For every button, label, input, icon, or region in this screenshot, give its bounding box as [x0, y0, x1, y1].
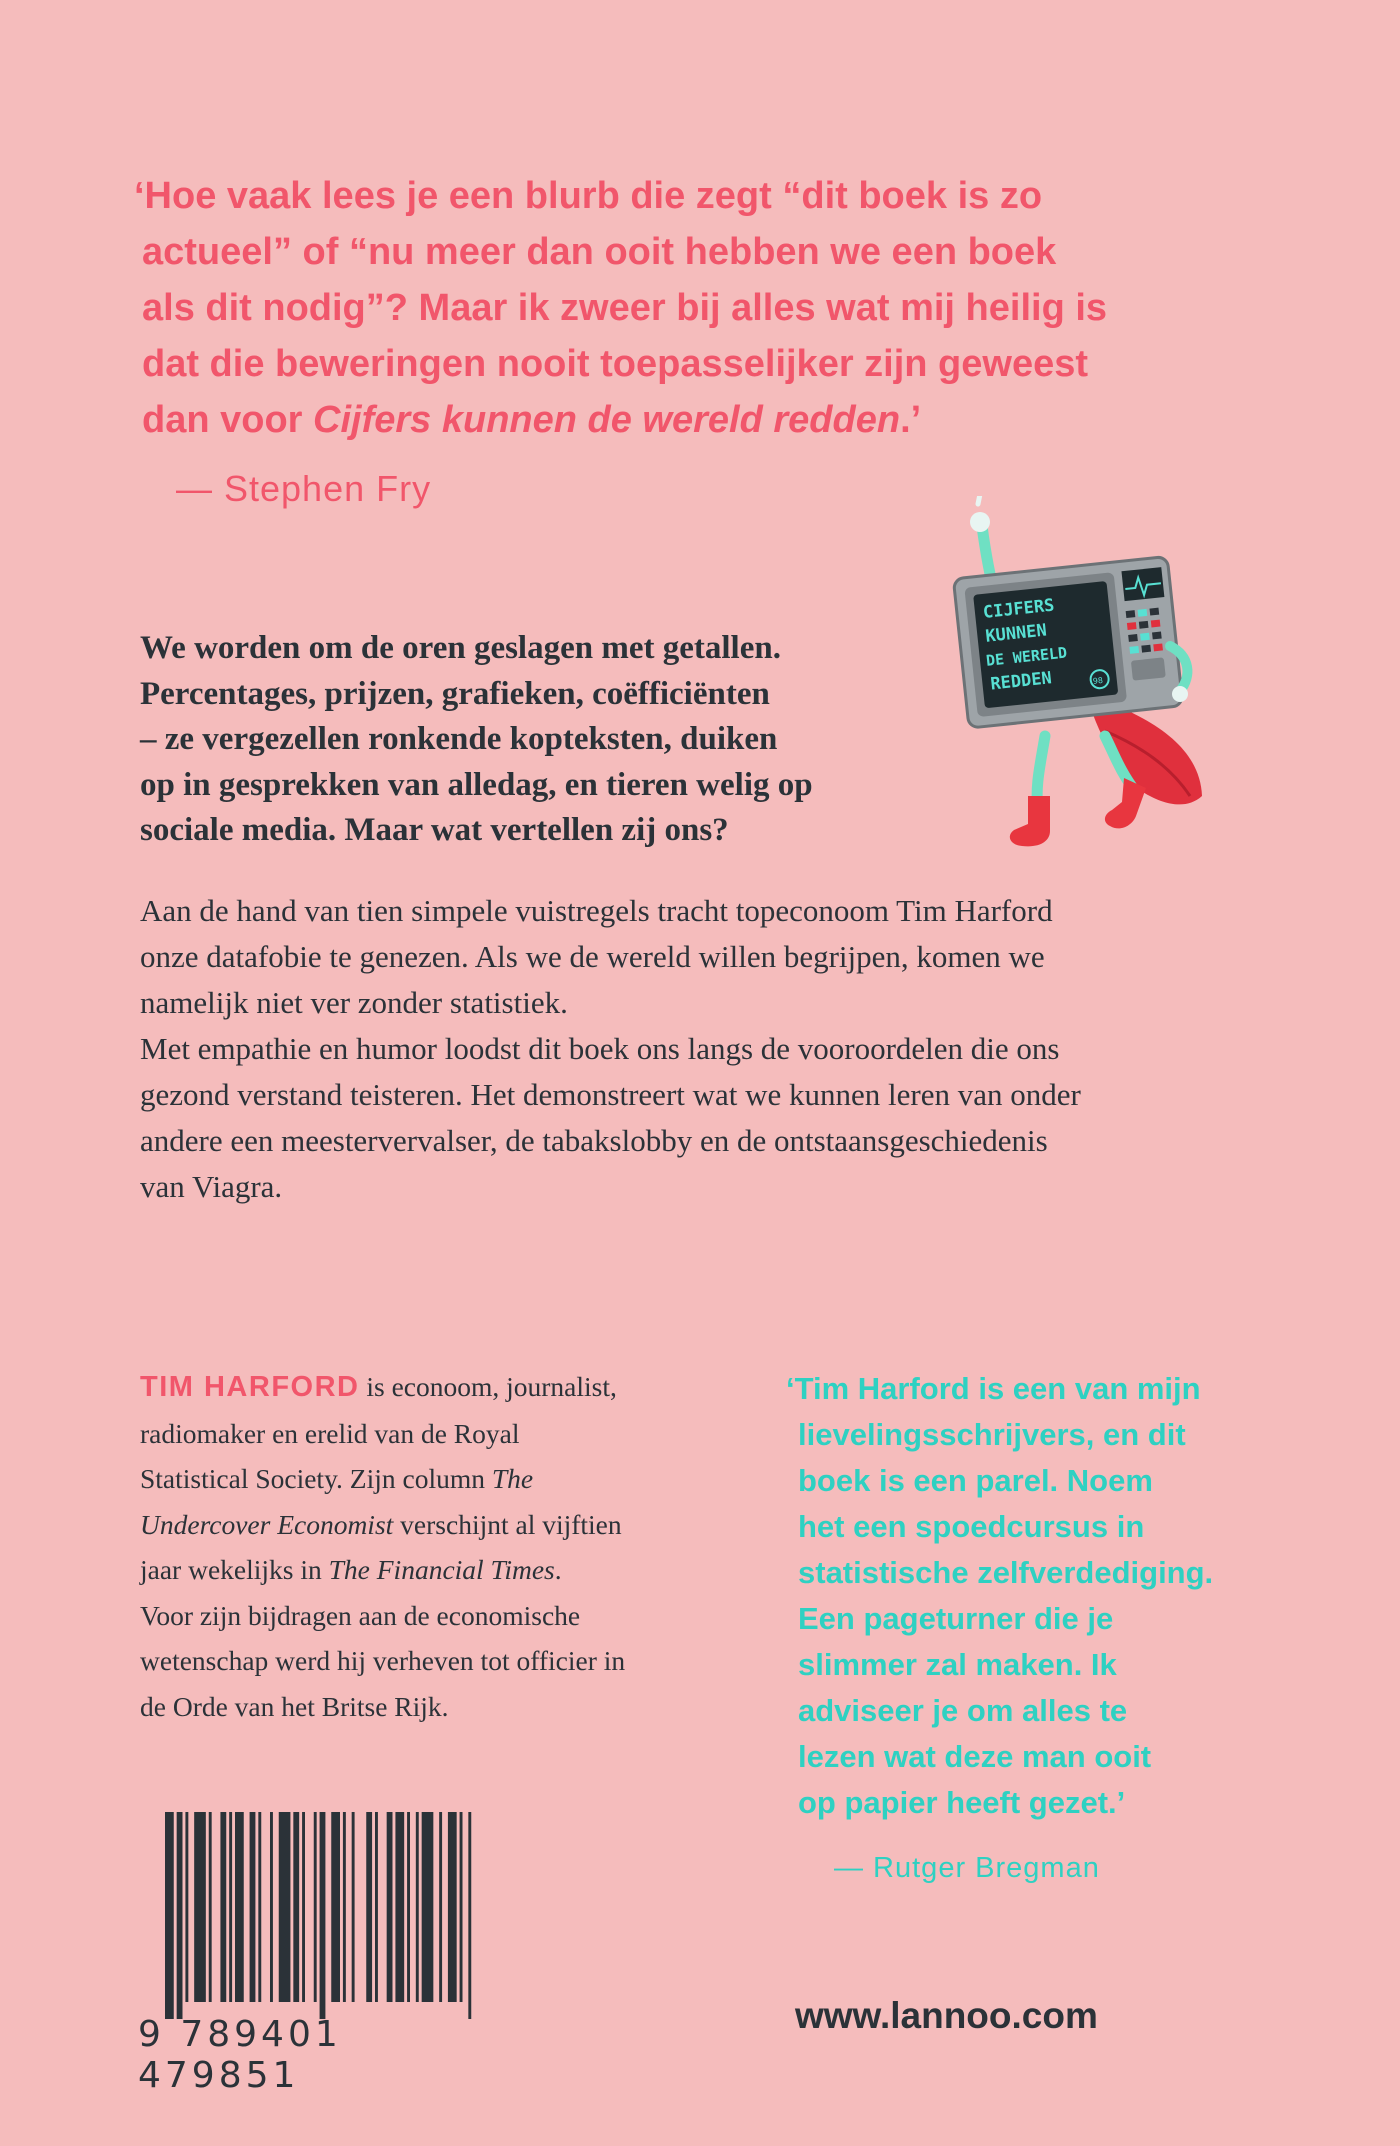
bio-line — [140, 1364, 760, 1411]
quote-line: lezen wat deze man ooit — [798, 1739, 1152, 1774]
description-paragraph — [140, 888, 1240, 1210]
quote-line — [134, 392, 1294, 448]
column-title: The — [491, 1463, 534, 1494]
screen-text: DE WERELD — [985, 643, 1068, 670]
quote-line: Een pageturner die je — [798, 1601, 1114, 1636]
barcode-bar — [229, 1812, 232, 2002]
bio-line: radiomaker en erelid van de Royal — [140, 1417, 520, 1449]
screen-text: KUNNEN — [984, 620, 1048, 647]
column-title: Undercover Economist — [140, 1508, 394, 1540]
quote-text: .’ — [900, 399, 922, 441]
barcode-bar — [314, 1812, 317, 2002]
bio-text: verschijnt al vijftien — [393, 1508, 622, 1540]
quote-line: actueel” of “nu meer dan ooit hebben we een boek — [142, 231, 1057, 273]
bio-line: de Orde van het Britse Rijk. — [140, 1690, 449, 1722]
barcode-bar — [395, 1812, 404, 2002]
newspaper-title: The Financial Times — [328, 1554, 555, 1585]
body-line: gezond verstand teisteren. Het demonstreert wat we kunnen leren van onder — [140, 1077, 1081, 1112]
quote-line: slimmer zal maken. Ik — [798, 1647, 1117, 1682]
body-line: andere een meestervervalser, de tabakslobby en de ontstaansgeschiedenis — [140, 1123, 1048, 1158]
bio-text: Statistical Society. Zijn column — [140, 1463, 492, 1494]
barcode-bar — [407, 1812, 410, 2002]
intro-line: – ze vergezellen ronkende kopteksten, duiken — [140, 721, 778, 757]
bio-line — [140, 1547, 760, 1593]
quote-line: ‘Tim Harford is een van mijn — [786, 1371, 1201, 1406]
barcode-bar — [279, 1812, 291, 2002]
barcode-bar — [366, 1812, 372, 2002]
quote-rutger-bregman — [786, 1366, 1346, 1826]
bio-text: . — [554, 1554, 562, 1585]
author-bio — [140, 1364, 760, 1729]
barcode-bar — [235, 1812, 244, 2002]
body-line: Met empathie en humor loodst dit boek ons langs de vooroordelen die ons — [140, 1031, 1060, 1066]
quote-attribution-stephen-fry: — Stephen Fry — [176, 468, 432, 509]
quote-attribution-rutger-bregman: — Rutger Bregman — [834, 1852, 1100, 1884]
body-line: onze datafobie te genezen. Als we de wereld willen begrijpen, komen we — [140, 939, 1045, 974]
screen-badge: 98 — [1092, 675, 1104, 686]
quote-line: als dit nodig”? Maar ik zweer bij alles wat mij heilig is — [142, 287, 1108, 329]
barcode-bar — [250, 1812, 256, 2002]
quote-line: op papier heeft gezet.’ — [798, 1785, 1126, 1820]
quote-line: lievelingsschrijvers, en dit — [798, 1417, 1186, 1452]
quote-stephen-fry — [134, 168, 1294, 448]
quote-line: boek is een parel. Noem — [798, 1463, 1153, 1498]
barcode — [165, 1812, 480, 2019]
barcode-bar — [165, 1812, 174, 2019]
book-title: Cijfers kunnen de wereld redden — [313, 399, 901, 441]
computer-superhero-illustration — [940, 496, 1220, 856]
quote-line: adviseer je om alles te — [798, 1693, 1128, 1728]
barcode-bar — [270, 1812, 273, 2002]
barcode-bar — [331, 1812, 340, 2002]
quote-line: dat die beweringen nooit toepasselijker zijn geweest — [142, 343, 1089, 385]
bio-text: is econoom, journalist, — [359, 1371, 617, 1402]
barcode-bar — [352, 1812, 355, 2002]
barcode-bar — [416, 1812, 419, 2002]
barcode-bar — [258, 1812, 261, 2002]
intro-line: We worden om de oren geslagen met getallen. — [140, 630, 781, 666]
quote-text: dan voor — [142, 399, 314, 441]
bio-line — [140, 1456, 760, 1502]
barcode-bar — [209, 1812, 212, 2002]
barcode-bar — [375, 1812, 378, 2002]
screen-text: REDDEN — [989, 668, 1053, 695]
body-line: Aan de hand van tien simpele vuistregels tracht topeconoom Tim Harford — [140, 893, 1053, 928]
barcode-bar — [177, 1812, 183, 2019]
barcode-bar — [468, 1812, 471, 2019]
barcode-bar — [320, 1812, 326, 2019]
screen-text: CIJFERS — [982, 595, 1056, 623]
barcode-bar — [439, 1812, 442, 2002]
quote-line: ‘Hoe vaak lees je een blurb die zegt “dit boek is zo — [134, 175, 1043, 217]
barcode-bar — [387, 1812, 393, 2002]
bio-text: jaar wekelijks in — [140, 1554, 329, 1585]
barcode-bar — [293, 1812, 299, 2002]
intro-paragraph — [140, 626, 920, 854]
barcode-bar — [194, 1812, 206, 2002]
barcode-bar — [185, 1812, 188, 2002]
quote-line: het een spoedcursus in — [798, 1509, 1145, 1544]
bio-line: wetenschap werd hij verheven tot officier in — [140, 1645, 626, 1676]
body-line: namelijk niet ver zonder statistiek. — [140, 985, 568, 1020]
body-line: van Viagra. — [140, 1169, 283, 1204]
intro-line: op in gesprekken van alledag, en tieren welig op — [140, 766, 813, 803]
publisher-website: www.lannoo.com — [795, 1995, 1098, 2036]
barcode-bar — [302, 1812, 305, 2002]
bio-line — [140, 1502, 760, 1548]
barcode-bar — [422, 1812, 434, 2002]
barcode-bar — [448, 1812, 457, 2002]
barcode-bar — [220, 1812, 226, 2002]
quote-line: statistische zelfverdediging. — [798, 1555, 1214, 1590]
bio-line: Voor zijn bijdragen aan de economische — [140, 1599, 581, 1631]
intro-line: Percentages, prijzen, grafieken, coëfficiënten — [140, 675, 770, 712]
intro-line: sociale media. Maar wat vertellen zij ons? — [140, 812, 729, 848]
author-name: TIM HARFORD — [140, 1371, 360, 1403]
barcode-bar — [460, 1812, 463, 2002]
isbn-number: 9 789401 479851 — [138, 2014, 342, 2096]
barcode-bar — [343, 1812, 346, 2002]
